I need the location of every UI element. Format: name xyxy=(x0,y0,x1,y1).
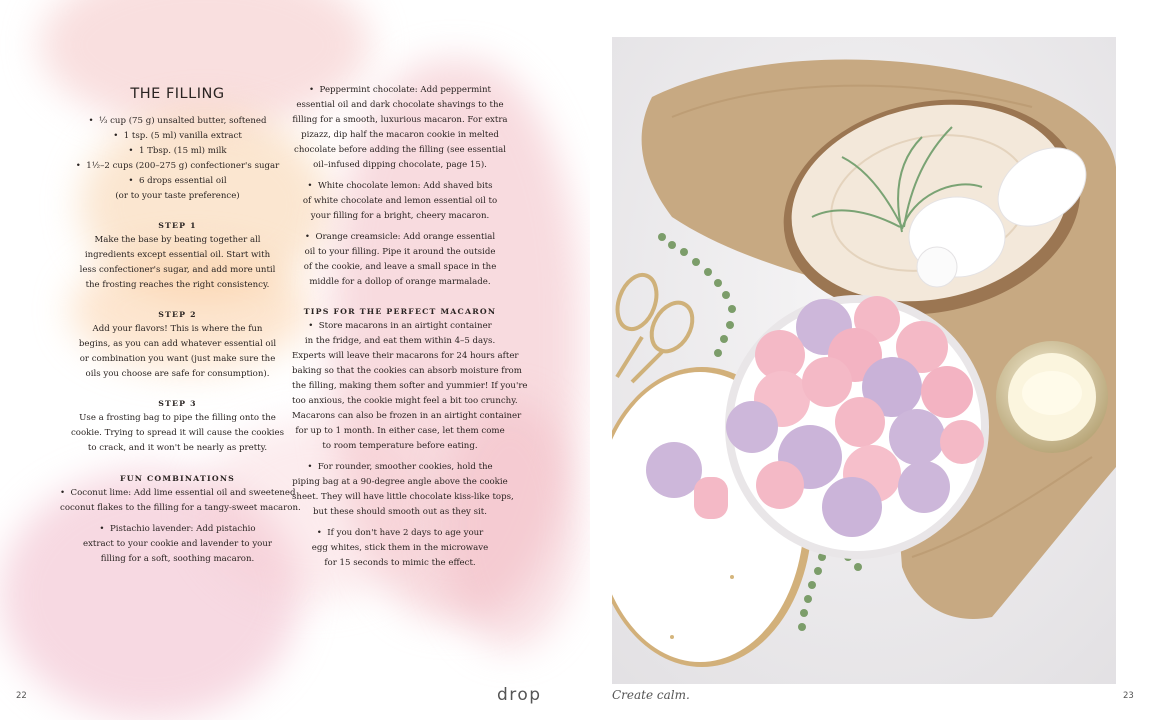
text-line: but these should smooth out as they sit. xyxy=(313,507,487,517)
text-line: of the cookie, and leave a small space in the xyxy=(303,262,497,272)
text-line: • Coconut lime: Add lime essential oil and sweetened xyxy=(60,486,295,501)
text-line: • For rounder, smoother cookies, hold the xyxy=(292,460,508,475)
text-line: ingredients except essential oil. Start with xyxy=(84,250,271,260)
text-line: too anxious, the cookie might feel a bit too crunchy. xyxy=(292,396,518,406)
plate-macaron xyxy=(646,442,702,498)
filling-column xyxy=(60,84,301,567)
text-line: or combination you want (just make sure the xyxy=(79,354,276,364)
ingredient-item: • 1 tsp. (5 ml) vanilla extract xyxy=(60,129,295,144)
text-line: baking so that the cookies can absorb moisture from xyxy=(292,366,522,376)
text-line: egg whites, stick them in the microwave xyxy=(311,543,489,553)
text-line: to room temperature before eating. xyxy=(322,441,478,451)
tip-storage xyxy=(292,319,528,454)
text-line: filling for a soft, soothing macaron. xyxy=(100,554,255,564)
tip-egg-whites xyxy=(292,526,508,571)
text-line: • Orange creamsicle: Add orange essential xyxy=(292,230,508,245)
right-page xyxy=(590,0,1152,720)
fun-combo-pistachio-lavender xyxy=(60,522,295,567)
ingredient-item: • 1 Tbsp. (15 ml) milk xyxy=(60,144,295,159)
step3-text xyxy=(60,411,295,456)
text-line: piping bag at a 90-degree angle above the cookie xyxy=(292,477,508,487)
text-line: begins, as you can add whatever essential oil xyxy=(78,339,277,349)
page-number-right: 23 xyxy=(1123,691,1134,701)
macaron-photo-art xyxy=(612,37,1116,684)
text-line: for up to 1 month. In either case, let them come xyxy=(295,426,505,436)
text-line: • White chocolate lemon: Add shaved bits xyxy=(292,179,508,194)
text-line: in the fridge, and eat them within 4–5 days. xyxy=(304,336,496,346)
text-line: oil to your filling. Pipe it around the outside xyxy=(304,247,496,257)
ingredient-item: • ⅓ cup (75 g) unsalted butter, softened xyxy=(60,114,295,129)
text-line: your filling for a bright, cheery macaron. xyxy=(310,211,490,221)
fun-combo-peppermint-chocolate xyxy=(292,83,508,173)
macaron-photo xyxy=(612,37,1116,684)
text-line: • Pistachio lavender: Add pistachio xyxy=(60,522,295,537)
ingredient-list xyxy=(60,114,295,204)
brand-logo: drop xyxy=(497,685,542,705)
step1-heading: STEP 1 xyxy=(158,221,197,230)
page-title: THE FILLING xyxy=(130,86,225,102)
text-line: oils you choose are safe for consumption). xyxy=(85,369,270,379)
text-line: the frosting reaches the right consistency. xyxy=(85,280,270,290)
text-line: the filling, making them softer and yummier! If you're xyxy=(292,381,528,391)
step2-text xyxy=(60,322,295,382)
text-line: less confectioner's sugar, and add more until xyxy=(79,265,276,275)
text-line: • Store macarons in an airtight container xyxy=(292,319,508,334)
ingredient-item: • 1½–2 cups (200–275 g) confectioner's sugar xyxy=(60,159,295,174)
text-line: extract to your cookie and lavender to your xyxy=(82,539,272,549)
fun-combo-coconut-lime xyxy=(60,486,301,516)
text-line: oil–infused dipping chocolate, page 15). xyxy=(313,160,487,170)
combinations-tips-column xyxy=(292,83,528,571)
text-line: Macarons can also be frozen in an airtight container xyxy=(292,411,522,421)
text-line: sheet. They will have little chocolate kiss-like tops, xyxy=(292,492,514,502)
tip-piping xyxy=(292,460,514,520)
step3-heading: STEP 3 xyxy=(158,399,197,408)
text-line: chocolate before adding the filling (see essential xyxy=(294,145,506,155)
text-line: to crack, and it won't be nearly as pretty. xyxy=(87,443,268,453)
text-line: filling for a smooth, luxurious macaron. For extra xyxy=(292,115,508,125)
text-line: Make the base by beating together all xyxy=(94,235,261,245)
text-line: • Peppermint chocolate: Add peppermint xyxy=(292,83,508,98)
text-line: cookie. Trying to spread it will cause the cookies xyxy=(70,428,285,438)
fun-combo-orange-creamsicle xyxy=(292,230,508,290)
page-number-left: 22 xyxy=(16,691,27,701)
ingredient-item: • 6 drops essential oil xyxy=(60,174,295,189)
text-line: essential oil and dark chocolate shavings to the xyxy=(296,100,504,110)
text-line: coconut flakes to the filling for a tangy-sweet macaron. xyxy=(60,503,301,513)
step2-heading: STEP 2 xyxy=(158,310,197,319)
text-line: pizazz, dip half the macaron cookie in melted xyxy=(301,130,499,140)
plate-macaron xyxy=(694,477,728,519)
tips-heading: TIPS FOR THE PERFECT MACARON xyxy=(303,307,497,316)
text-line: Experts will leave their macarons for 24 hours after xyxy=(292,351,519,361)
text-line: • If you don't have 2 days to age your xyxy=(292,526,508,541)
fun-combo-white-chocolate-lemon xyxy=(292,179,508,224)
text-line: middle for a dollop of orange marmalade. xyxy=(309,277,491,287)
text-line: Add your flavors! This is where the fun xyxy=(92,324,263,334)
step1-text xyxy=(60,233,295,293)
text-line: of white chocolate and lemon essential oil to xyxy=(302,196,498,206)
tagline: Create calm. xyxy=(612,688,690,702)
ingredient-note: (or to your taste preference) xyxy=(115,191,240,201)
candle-glass xyxy=(996,341,1108,453)
text-line: for 15 seconds to mimic the effect. xyxy=(324,558,476,568)
fun-combinations-heading: FUN COMBINATIONS xyxy=(120,474,235,483)
text-line: Use a frosting bag to pipe the filling onto the xyxy=(79,413,276,423)
